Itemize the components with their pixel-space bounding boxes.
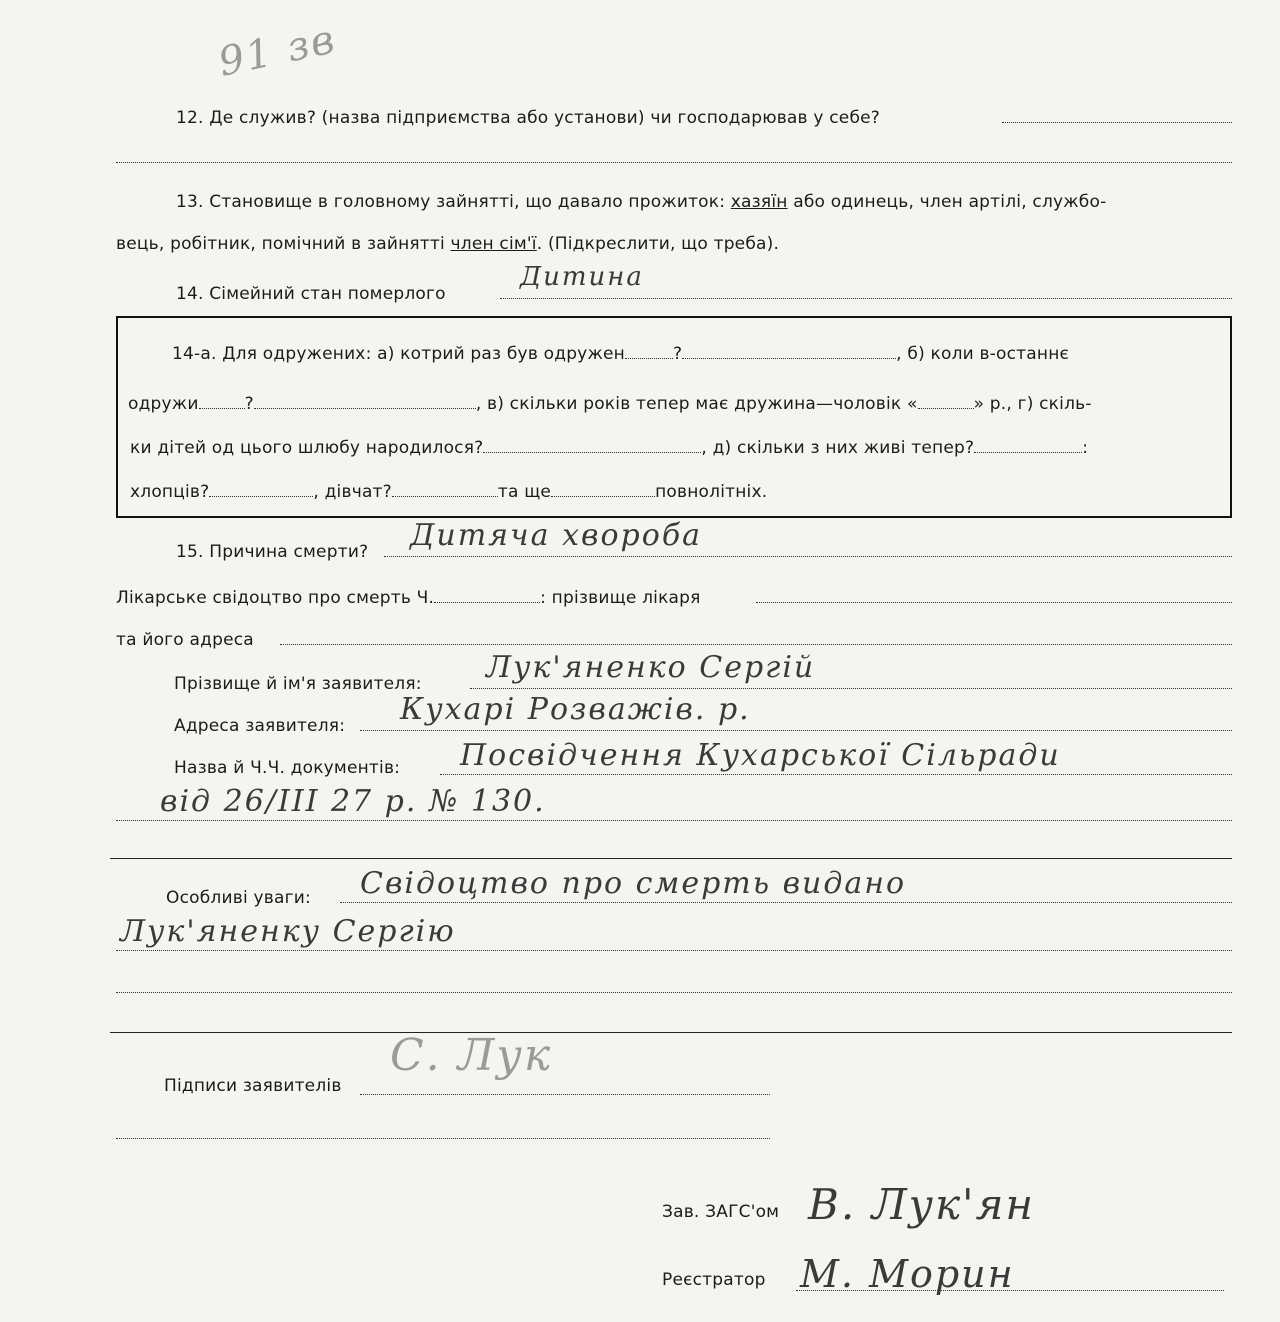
head-label: Зав. ЗАГС'ом xyxy=(662,1202,780,1222)
q14-answer: Дитина xyxy=(520,262,644,292)
q14a-line2: одружи ? , в) скільки років тепер має дружина—чоловік « » р., г) скіль- xyxy=(128,394,1092,414)
q12-field xyxy=(1002,122,1232,123)
q12-label: 12. Де служив? (назва підприємства або установи) чи господарював у себе? xyxy=(176,108,881,128)
documents-answer-1: Посвідчення Кухарської Сільради xyxy=(460,738,1061,773)
q15-answer: Дитяча хвороба xyxy=(410,518,703,553)
notes-field-2 xyxy=(116,950,1232,951)
applicant-signature-label: Підписи заявителів xyxy=(164,1076,342,1096)
q14a-line4: хлопців? , дівчат? та ще повнолітніх. xyxy=(130,482,768,502)
documents-label: Назва й Ч.Ч. документів: xyxy=(174,758,401,778)
applicant-addr-label: Адреса заявителя: xyxy=(174,716,346,736)
applicant-name-field xyxy=(470,688,1232,689)
doctor-cert-line: Лікарське свідоцтво про смерть Ч. : прізвище лікаря xyxy=(116,588,701,608)
q14-label: 14. Сімейний стан померлого xyxy=(176,284,446,304)
q13-line2: вець, робітник, помічний в зайнятті член сім'ї. (Підкреслити, що треба). xyxy=(116,234,780,254)
head-signature: В. Лук'ян xyxy=(808,1180,1036,1229)
notes-answer-1: Свідоцтво про смерть видано xyxy=(360,866,907,901)
doctor-name-field xyxy=(756,602,1232,603)
divider-1 xyxy=(110,858,1232,859)
applicant-signature-field xyxy=(360,1094,770,1095)
applicant-addr-field xyxy=(360,730,1232,731)
archive-mark: 91 зв xyxy=(214,16,341,86)
applicant-addr-answer: Кухарі Розважів. р. xyxy=(400,692,751,727)
documents-field-2 xyxy=(116,820,1232,821)
q12-field-2 xyxy=(116,162,1232,163)
documents-field xyxy=(440,774,1232,775)
registrar-label: Реєстратор xyxy=(662,1270,766,1290)
divider-2 xyxy=(110,1032,1232,1033)
doctor-addr-label: та його адреса xyxy=(116,630,254,650)
notes-label: Особливі уваги: xyxy=(166,888,311,908)
q14a-line1: 14-а. Для одружених: а) котрий раз був одружен ? , б) коли в-останнє xyxy=(172,344,1070,364)
registrar-signature: М. Морин xyxy=(800,1252,1015,1296)
q13-line1: 13. Становище в головному зайнятті, що давало прожиток: хазяїн або одинець, член артілі, службо- xyxy=(176,192,1107,212)
q15-field xyxy=(384,556,1232,557)
q14-field xyxy=(500,298,1232,299)
q14a-line3: ки дітей од цього шлюбу народилося? , д) скільки з них живі тепер? : xyxy=(130,438,1089,458)
applicant-name-label: Прізвище й ім'я заявителя: xyxy=(174,674,422,694)
documents-answer-2: від 26/III 27 р. № 130. xyxy=(160,784,546,819)
notes-field xyxy=(340,902,1232,903)
notes-answer-2: Лук'яненку Сергію xyxy=(120,914,456,949)
applicant-name-answer: Лук'яненко Сергій xyxy=(486,650,816,685)
doctor-addr-field xyxy=(280,644,1232,645)
q15-label: 15. Причина смерти? xyxy=(176,542,369,562)
q13-underlined-owner: хазяїн xyxy=(730,192,788,212)
q13-underlined-family: член сім'ї xyxy=(450,234,537,254)
applicant-signature-field-2 xyxy=(116,1138,770,1139)
notes-field-3 xyxy=(116,992,1232,993)
applicant-signature: С. Лук xyxy=(390,1030,553,1081)
